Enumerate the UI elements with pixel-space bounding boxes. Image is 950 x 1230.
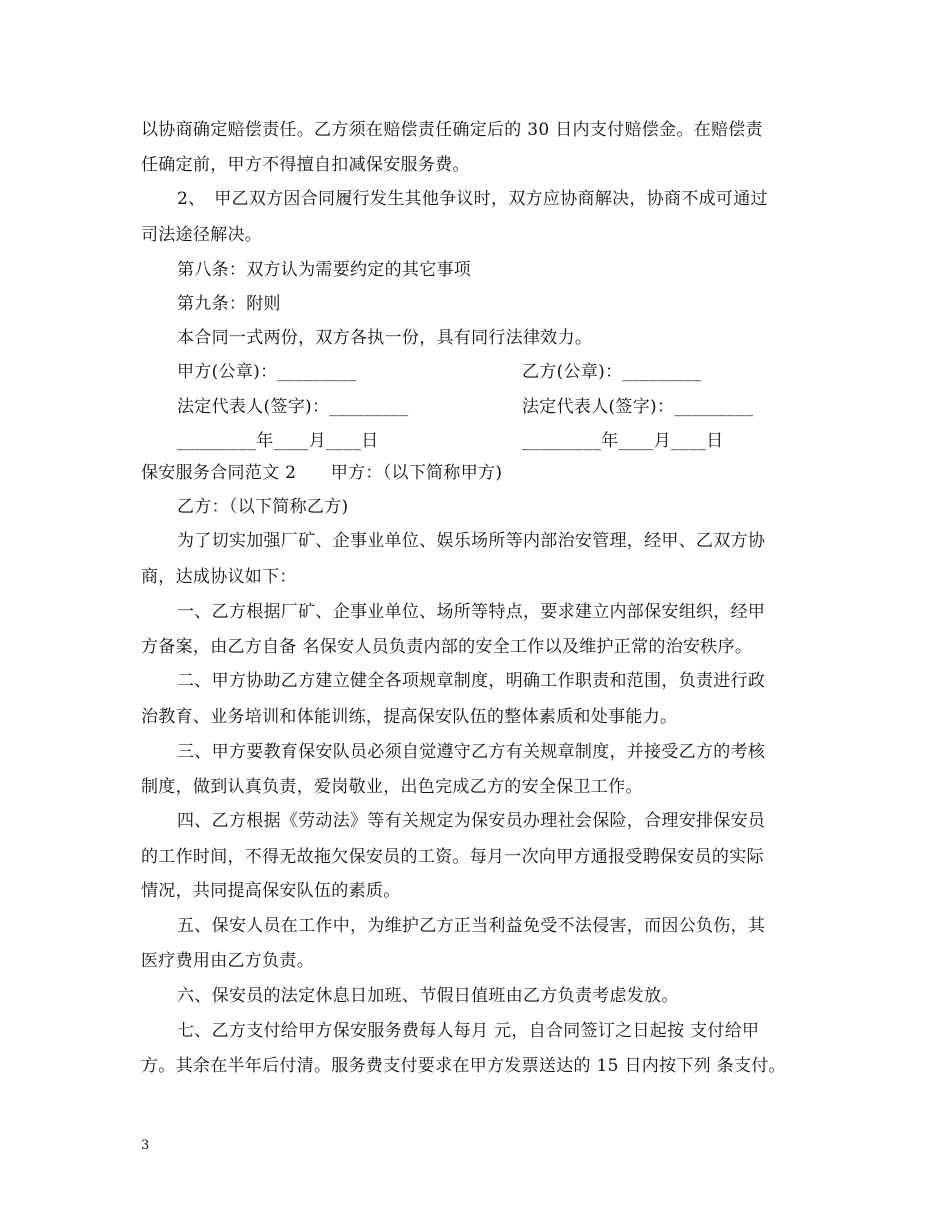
clause-line: 一、乙方根据厂矿、企事业单位、场所等特点，要求建立内部保安组织，经甲 [177,602,766,622]
contract-title: 保安服务合同范文 2 甲方：（以下简称甲方) [141,463,503,483]
clause-line: 的工作时间，不得无故拖欠保安员的工资。每月一次向甲方通报受聘保安员的实际 [141,847,764,867]
clause-line: 二、甲方协助乙方建立健全各项规章制度，明确工作职责和范围，负责进行政 [177,671,766,691]
clause-line: 医疗费用由乙方负责。 [141,951,314,971]
clause-line: 七、乙方支付给甲方保安服务费每人每月 元，自合同签订之日起按 支付给甲 [177,1021,760,1041]
party-a-representative-field: 法定代表人(签字)：_________ [177,397,409,417]
body-line: 任确定前，甲方不得擅自扣减保安服务费。 [141,155,470,175]
party-b-seal-field: 乙方(公章)：_________ [522,362,702,382]
section-heading: 第八条：双方认为需要约定的其它事项 [177,260,472,280]
body-line: 2、 甲乙双方因合同履行发生其他争议时，双方应协商解决，协商不成可通过 [177,189,768,209]
clause-line: 方。其余在半年后付清。服务费支付要求在甲方发票送达的 15 日内按下列 条支付。 [141,1056,786,1076]
party-a-seal-field: 甲方(公章)：_________ [177,362,357,382]
clause-line: 治教育、业务培训和体能训练，提高保安队伍的整体素质和处事能力。 [141,707,678,727]
body-line: 司法途径解决。 [141,225,263,245]
clause-line: 六、保安员的法定休息日加班、节假日值班由乙方负责考虑发放。 [177,986,679,1006]
clause-line: 四、乙方根据《劳动法》等有关规定为保安员办理社会保险，合理安排保安员 [177,811,766,831]
body-line: 本合同一式两份，双方各执一份，具有同行法律效力。 [177,328,593,348]
party-b-representative-field: 法定代表人(签字)：_________ [522,397,754,417]
party-b-date-field: _________年____月____日 [522,431,724,451]
party-a-date-field: _________年____月____日 [177,431,379,451]
body-line: 以协商确定赔偿责任。乙方须在赔偿责任确定后的 30 日内支付赔偿金。在赔偿责 [141,120,763,140]
clause-line: 方备案，由乙方自备 名保安人员负责内部的安全工作以及维护正常的治安秩序。 [141,637,753,657]
section-heading: 第九条：附则 [177,294,281,314]
clause-line: 制度，做到认真负责，爱岗敬业，出色完成乙方的安全保卫工作。 [141,777,643,797]
page-number: 3 [141,1138,150,1153]
body-line: 乙方：（以下简称乙方) [177,497,349,517]
clause-line: 五、保安人员在工作中，为维护乙方正当利益免受不法侵害，而因公负伤，其 [177,916,766,936]
clause-line: 情况，共同提高保安队伍的素质。 [141,881,401,901]
body-line: 为了切实加强厂矿、企事业单位、娱乐场所等内部治安管理，经甲、乙双方协 [177,531,766,551]
clause-line: 三、甲方要教育保安队员必须自觉遵守乙方有关规章制度，并接受乙方的考核 [177,742,766,762]
body-line: 商，达成协议如下： [141,567,297,587]
